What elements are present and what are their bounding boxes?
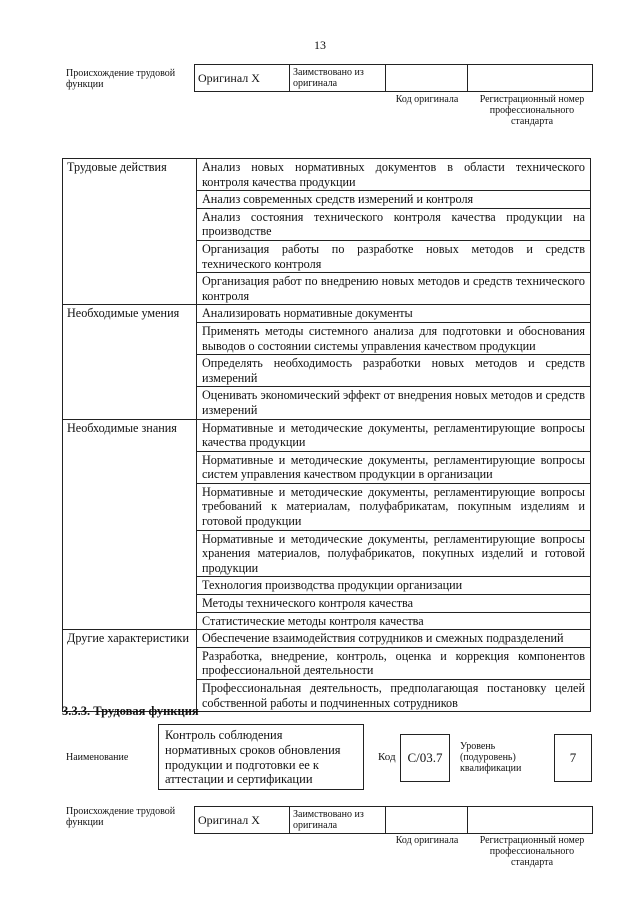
table-cell: Анализ состояния технического контроля качества продукции на производстве <box>197 208 591 240</box>
table-cell: Анализ современных средств измерений и контроля <box>197 191 591 209</box>
origin-reg-cell-bottom <box>467 807 592 833</box>
origin-reg-caption-bottom: Регистрационный номер профессионального стандарта <box>479 835 585 868</box>
table-cell: Разработка, внедрение, контроль, оценка и коррекция компонентов профессиональной деятельности <box>197 647 591 679</box>
table-cell: Оценивать экономический эффект от внедрения новых методов и средств измерений <box>197 387 591 419</box>
section-title: 3.3.3. Трудовая функция <box>62 704 199 718</box>
table-cell: Нормативные и методические документы, регламентирующие вопросы качества продукции <box>197 419 591 451</box>
origin-original-bottom: Оригинал X <box>198 813 260 827</box>
origin-code-cell <box>385 65 467 91</box>
table-cell: Нормативные и методические документы, регламентирующие вопросы хранения материалов, полуфабрикатов, покупных изделий и готовой продукции <box>197 530 591 577</box>
origin-reg-cell <box>467 65 592 91</box>
level-value: 7 <box>554 734 592 782</box>
competency-table <box>62 158 591 712</box>
origin-reg-caption: Регистрационный номер профессионального стандарта <box>479 94 585 127</box>
origin-row <box>194 64 593 92</box>
table-cell: Профессиональная деятельность, предполагающая постановку целей собственной работы и подчиненных сотрудников <box>197 680 591 712</box>
level-label: Уровень (подуровень) квалификации <box>460 741 522 774</box>
table-cell: Определять необходимость разработки новых методов и средств измерений <box>197 355 591 387</box>
row-group-header: Необходимые знания <box>63 419 197 630</box>
table-cell: Анализировать нормативные документы <box>197 305 591 323</box>
table-cell: Организация работы по разработке новых методов и средств технического контроля <box>197 240 591 272</box>
table-cell: Организация работ по внедрению новых методов и средств технического контроля <box>197 273 591 305</box>
table-cell: Методы технического контроля качества <box>197 595 591 613</box>
origin-code-caption: Код оригинала <box>395 94 459 105</box>
origin-code-cell-bottom <box>385 807 467 833</box>
code-value: C/03.7 <box>400 734 450 782</box>
row-group-header: Трудовые действия <box>63 159 197 305</box>
table-cell: Анализ новых нормативных документов в области технического контроля качества продукции <box>197 159 591 191</box>
table-cell: Применять методы системного анализа для подготовки и обоснования выводов о состоянии системы управления качеством продукции <box>197 322 591 354</box>
table-cell: Обеспечение взаимодействия сотрудников и смежных подразделений <box>197 630 591 648</box>
table-cell: Нормативные и методические документы, регламентирующие вопросы систем управления качеством продукции в организации <box>197 451 591 483</box>
origin-original: Оригинал X <box>198 71 260 85</box>
origin-borrowed-bottom: Заимствовано из оригинала <box>289 807 385 833</box>
row-group-header: Необходимые умения <box>63 305 197 419</box>
table-cell: Нормативные и методические документы, регламентирующие вопросы требований к материалам, полуфабрикатам, покупным изделиям и готовой продукции <box>197 483 591 530</box>
code-label: Код <box>378 751 396 763</box>
table-row <box>63 159 591 191</box>
table-row <box>63 305 591 323</box>
origin-label: Происхождение трудовой функции <box>66 68 176 90</box>
function-name: Контроль соблюдения нормативных сроков обновления продукции и подготовки ее к аттестации и сертификации <box>158 724 364 790</box>
row-group-header: Другие характеристики <box>63 630 197 712</box>
table-cell: Технология производства продукции организации <box>197 577 591 595</box>
origin-code-caption-bottom: Код оригинала <box>395 835 459 846</box>
table-row <box>63 419 591 451</box>
table-row <box>63 630 591 648</box>
page-number: 13 <box>314 38 326 52</box>
table-cell: Статистические методы контроля качества <box>197 612 591 630</box>
name-label: Наименование <box>66 752 129 763</box>
origin-borrowed: Заимствовано из оригинала <box>289 65 385 91</box>
origin-label-bottom: Происхождение трудовой функции <box>66 806 176 828</box>
origin-row-bottom <box>194 806 593 834</box>
